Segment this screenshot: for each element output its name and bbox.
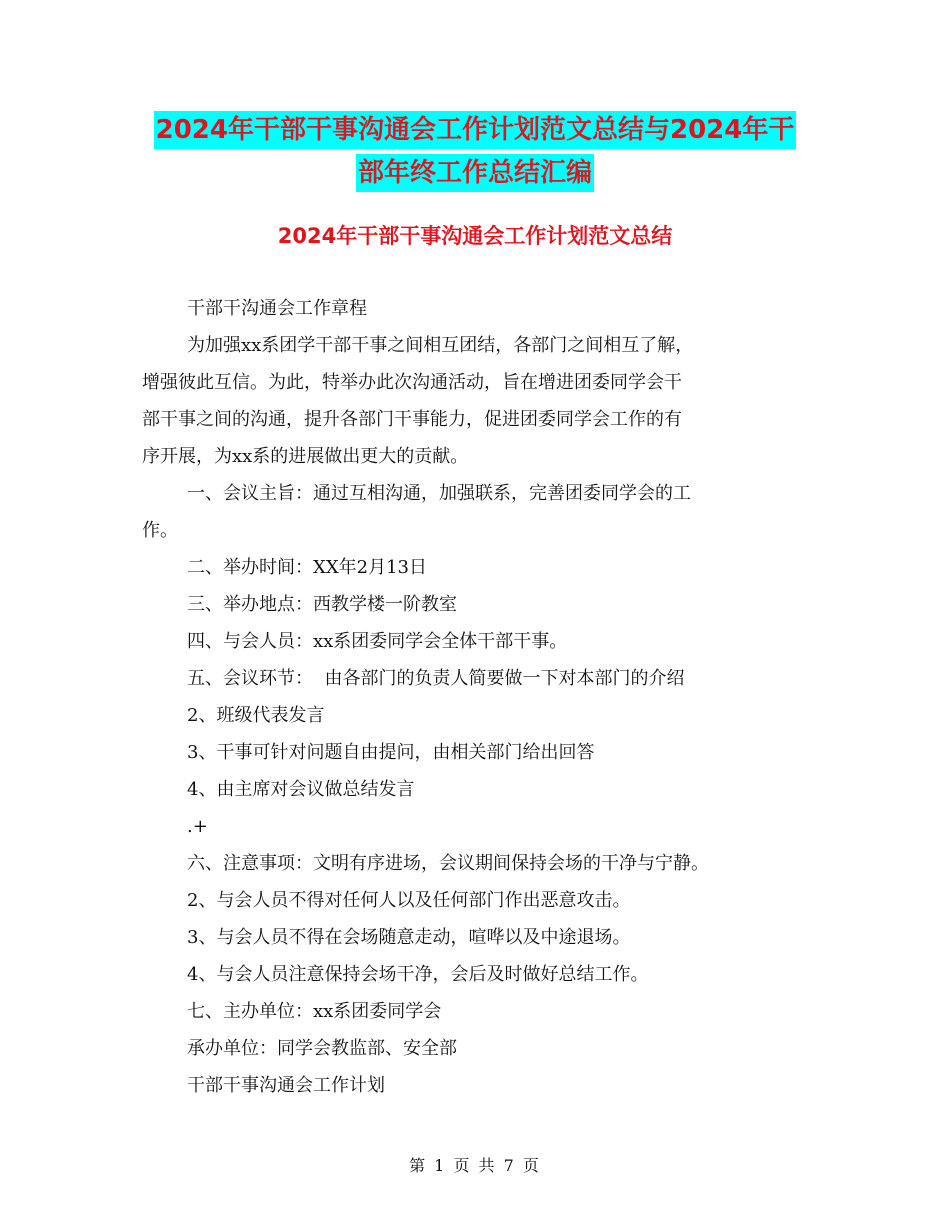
document-title-line-1 [0, 114, 950, 146]
section-title: 2024年干部干事沟通会工作计划范文总结 [277, 224, 673, 248]
paragraph-line: 干部干事沟通会工作计划 [187, 1075, 385, 1096]
document-title-line-2 [0, 157, 950, 189]
paragraph-line: 2、与会人员不得对任何人以及任何部门作出恶意攻击。 [187, 890, 631, 911]
paragraph-line: 六、注意事项：文明有序进场，会议期间保持会场的干净与宁静。 [187, 853, 709, 874]
paragraph-line: 4、与会人员注意保持会场干净，会后及时做好总结工作。 [187, 964, 649, 985]
paragraph-line: 七、主办单位：xx系团委同学会 [187, 1001, 442, 1022]
paragraph-line: 3、干事可针对问题自由提问，由相关部门给出回答 [187, 742, 595, 763]
paragraph-line: .+ [187, 816, 208, 837]
paragraph-line: 一、会议主旨：通过互相沟通，加强联系，完善团委同学会的工 [187, 483, 691, 504]
paragraph-line: 三、举办地点：西教学楼一阶教室 [187, 594, 457, 615]
paragraph-line: 部干事之间的沟通，提升各部门干事能力，促进团委同学会工作的有 [142, 409, 682, 430]
paragraph-line: 作。 [142, 520, 178, 541]
paragraph-line: 四、与会人员：xx系团委同学会全体干部干事。 [187, 631, 568, 652]
paragraph-line: 为加强xx系团学干部干事之间相互团结，各部门之间相互了解， [187, 335, 694, 356]
page-number: 第 1 页 共 7 页 [409, 1156, 541, 1175]
paragraph-line: 3、与会人员不得在会场随意走动，喧哗以及中途退场。 [187, 927, 631, 948]
document-body [142, 290, 812, 1104]
paragraph-line: 承办单位：同学会教监部、安全部 [187, 1038, 457, 1059]
paragraph-line: 五、会议环节： 由各部门的负责人简要做一下对本部门的介绍 [187, 668, 685, 689]
paragraph-line: 二、举办时间：XX年2月13日 [187, 557, 427, 578]
paragraph-line: 2、班级代表发言 [187, 705, 325, 726]
paragraph-line: 干部干沟通会工作章程 [187, 298, 367, 319]
title-highlight: 2024年干部干事沟通会工作计划范文总结与2024年干 [154, 111, 797, 149]
paragraph-line: 增强彼此互信。为此，特举办此次沟通活动，旨在增进团委同学会干 [142, 372, 682, 393]
title-highlight: 部年终工作总结汇编 [356, 154, 594, 192]
paragraph-line: 序开展，为xx系的进展做出更大的贡献。 [142, 446, 469, 467]
paragraph-line: 4、由主席对会议做总结发言 [187, 779, 415, 800]
